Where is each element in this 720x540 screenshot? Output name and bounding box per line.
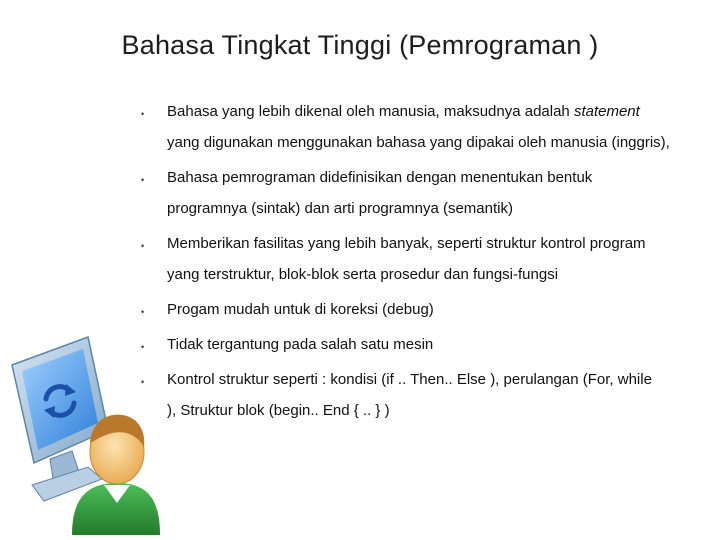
bullet-line: ), Struktur blok (begin.. End { .. } )	[167, 402, 390, 419]
bullet-item	[135, 228, 695, 290]
bullet-item	[135, 96, 695, 158]
user-computer-refresh-icon	[10, 335, 160, 535]
bullet-line: Tidak tergantung pada salah satu mesin	[167, 336, 434, 353]
bullet-item	[135, 329, 695, 360]
bullet-dot: •	[141, 109, 145, 119]
bullet-line: Memberikan fasilitas yang lebih banyak, seperti struktur kontrol program	[167, 235, 646, 252]
bullet-dot: •	[141, 307, 145, 317]
bullet-item	[135, 294, 695, 325]
bullet-list	[135, 96, 695, 430]
slide-title: Bahasa Tingkat Tinggi (Pemrograman )	[121, 30, 599, 60]
bullet-dot: •	[141, 342, 145, 352]
bullet-line: programnya (sintak) dan arti programnya (semantik)	[167, 200, 513, 217]
bullet-dot: •	[141, 175, 145, 185]
bullet-item	[135, 364, 695, 426]
bullet-line: Bahasa pemrograman didefinisikan dengan menentukan bentuk	[167, 169, 593, 186]
bullet-line: yang digunakan menggunakan bahasa yang dipakai oleh manusia (inggris),	[167, 134, 670, 151]
bullet-line: Progam mudah untuk di koreksi (debug)	[167, 301, 434, 318]
bullet-dot: •	[141, 241, 145, 251]
bullet-line: Kontrol struktur seperti : kondisi (if .. Then.. Else ), perulangan (For, while	[167, 371, 652, 388]
bullet-item	[135, 162, 695, 224]
bullet-line: yang terstruktur, blok-blok serta prosedur dan fungsi-fungsi	[167, 266, 559, 283]
bullet-dot: •	[141, 377, 145, 387]
bullet-line: Bahasa yang lebih dikenal oleh manusia, maksudnya adalah statement	[167, 103, 640, 120]
